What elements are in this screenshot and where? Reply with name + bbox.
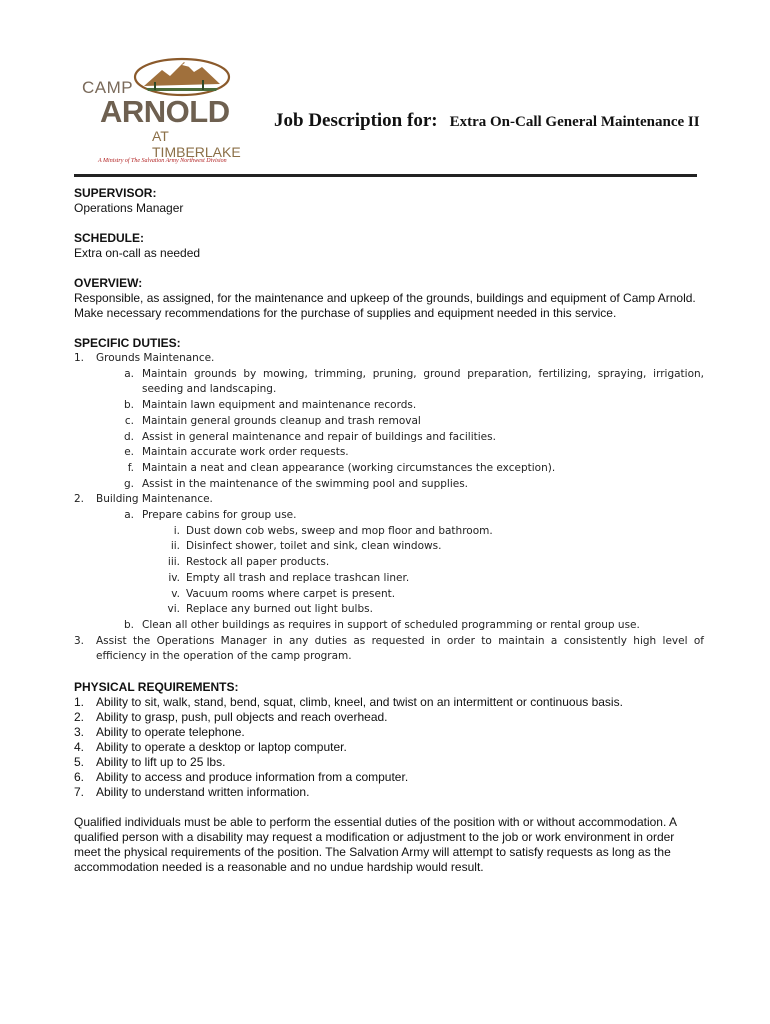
list-number: b. (123, 399, 134, 412)
list-item (74, 695, 704, 710)
schedule-value: Extra on-call as needed (74, 246, 201, 260)
list-item (74, 634, 704, 665)
list-item (74, 618, 704, 634)
list-item (74, 602, 704, 618)
list-text: Grounds Maintenance. (96, 352, 215, 364)
page-title (274, 110, 700, 132)
list-number: 1. (74, 695, 85, 710)
list-text: Dust down cob webs, sweep and mop floor and bathroom. (186, 524, 493, 537)
list-number: f. (127, 461, 134, 474)
list-item (74, 571, 704, 587)
overview-heading: OVERVIEW: (74, 276, 143, 290)
list-text: Ability to understand written information. (96, 785, 310, 800)
list-text: Ability to access and produce information from a computer. (96, 770, 409, 785)
list-text: Vacuum rooms where carpet is present. (186, 587, 396, 600)
list-text: Empty all trash and replace trashcan liner. (186, 571, 410, 584)
list-item (74, 755, 704, 770)
list-item (74, 555, 704, 571)
list-number: iv. (168, 571, 180, 584)
list-item (74, 445, 704, 461)
list-text: Ability to lift up to 25 lbs. (96, 755, 226, 770)
closing-paragraph: Qualified individuals must be able to perform the essential duties of the position with or without accommodation. A qualified person with a disability may request a modification or adjustment to the job or work environment in order meet the physical requirements of the position. The Salvation Army will attempt to satisfy requests as long as the accommodation needed is a reasonable and no undue hardship would result. (74, 815, 677, 875)
overview-text: Responsible, as assigned, for the maintenance and upkeep of the grounds, buildings and equipment of Camp Arnold. Make necessary recommendations for the purchase of supplies and equipment needed in this service. (74, 291, 696, 320)
list-text: Maintain grounds by mowing, trimming, pruning, ground preparation, fertilizing, spraying, irrigation, seeding and landscaping. (142, 367, 704, 396)
list-number: 4. (74, 740, 85, 755)
list-number: d. (123, 430, 134, 443)
list-number: c. (124, 414, 134, 427)
list-text: Ability to operate telephone. (96, 725, 245, 740)
list-item (74, 740, 704, 755)
list-text: Ability to operate a desktop or laptop computer. (96, 740, 347, 755)
list-text: Assist in general maintenance and repair of buildings and facilities. (142, 430, 496, 443)
list-number: 6. (74, 770, 85, 785)
list-text: Assist in the maintenance of the swimming pool and supplies. (142, 477, 469, 490)
supervisor-heading: SUPERVISOR: (74, 186, 157, 200)
list-number: 7. (74, 785, 85, 800)
list-item (74, 477, 704, 493)
duties-heading: SPECIFIC DUTIES: (74, 336, 181, 350)
logo-arnold-text: ARNOLD (100, 94, 230, 129)
title-label: Job Description for: (274, 110, 438, 131)
job-title: Extra On-Call General Maintenance II (449, 114, 700, 130)
list-item (74, 770, 704, 785)
header-divider (74, 174, 697, 177)
list-number: ii. (170, 540, 180, 553)
list-text: Maintain accurate work order requests. (142, 446, 349, 459)
list-number: v. (171, 587, 180, 600)
list-text: Clean all other buildings as requires in support of scheduled programming or rental group use. (142, 618, 640, 631)
list-number: vi. (167, 603, 180, 616)
ministry-line: A Ministry of The Salvation Army Northwest Division (98, 158, 227, 164)
schedule-heading: SCHEDULE: (74, 231, 145, 245)
physical-heading: PHYSICAL REQUIREMENTS: (74, 680, 239, 695)
list-item (74, 725, 704, 740)
list-item (74, 367, 704, 398)
list-item (74, 587, 704, 603)
list-text: Replace any burned out light bulbs. (186, 603, 373, 616)
list-text: Assist the Operations Manager in any duties as requested in order to maintain a consistently high level of efficiency in the operation of the camp program. (96, 634, 704, 663)
list-text: Maintain general grounds cleanup and trash removal (142, 414, 421, 427)
document-body (74, 186, 704, 875)
list-item (74, 492, 704, 508)
camp-arnold-logo (80, 56, 241, 160)
list-text: Building Maintenance. (96, 493, 213, 506)
list-number: 1. (74, 352, 85, 364)
list-number: b. (123, 618, 134, 631)
list-text: Restock all paper products. (186, 556, 330, 569)
list-number: 3. (74, 634, 85, 647)
logo-camp-text: CAMP (82, 78, 134, 97)
list-item (74, 351, 704, 367)
list-item (74, 710, 704, 725)
list-number: 2. (74, 710, 85, 725)
list-item (74, 524, 704, 540)
list-item (74, 461, 704, 477)
physical-list (74, 695, 704, 800)
mountain-logo-icon (132, 56, 232, 98)
list-text: Disinfect shower, toilet and sink, clean windows. (186, 540, 442, 553)
list-text: Ability to grasp, push, pull objects and reach overhead. (96, 710, 388, 725)
list-text: Maintain lawn equipment and maintenance records. (142, 399, 417, 412)
list-number: a. (124, 509, 134, 522)
list-number: 3. (74, 725, 85, 740)
list-number: iii. (167, 556, 180, 569)
list-number: 5. (74, 755, 85, 770)
list-number: i. (173, 524, 180, 537)
list-item (74, 414, 704, 430)
logo-timberlake-text: AT TIMBERLAKE (152, 128, 241, 160)
list-item (74, 508, 704, 524)
list-item (74, 785, 704, 800)
duties-list (74, 351, 704, 665)
list-text: Maintain a neat and clean appearance (working circumstances the exception). (142, 461, 556, 474)
list-text: Ability to sit, walk, stand, bend, squat, climb, kneel, and twist on an intermittent or continuous basis. (96, 695, 623, 710)
list-number: e. (124, 446, 134, 459)
list-number: a. (124, 367, 134, 380)
list-number: g. (123, 477, 134, 490)
list-item (74, 398, 704, 414)
list-item (74, 430, 704, 446)
supervisor-value: Operations Manager (74, 201, 184, 215)
list-number: 2. (74, 493, 85, 506)
list-item (74, 539, 704, 555)
list-text: Prepare cabins for group use. (142, 509, 297, 522)
